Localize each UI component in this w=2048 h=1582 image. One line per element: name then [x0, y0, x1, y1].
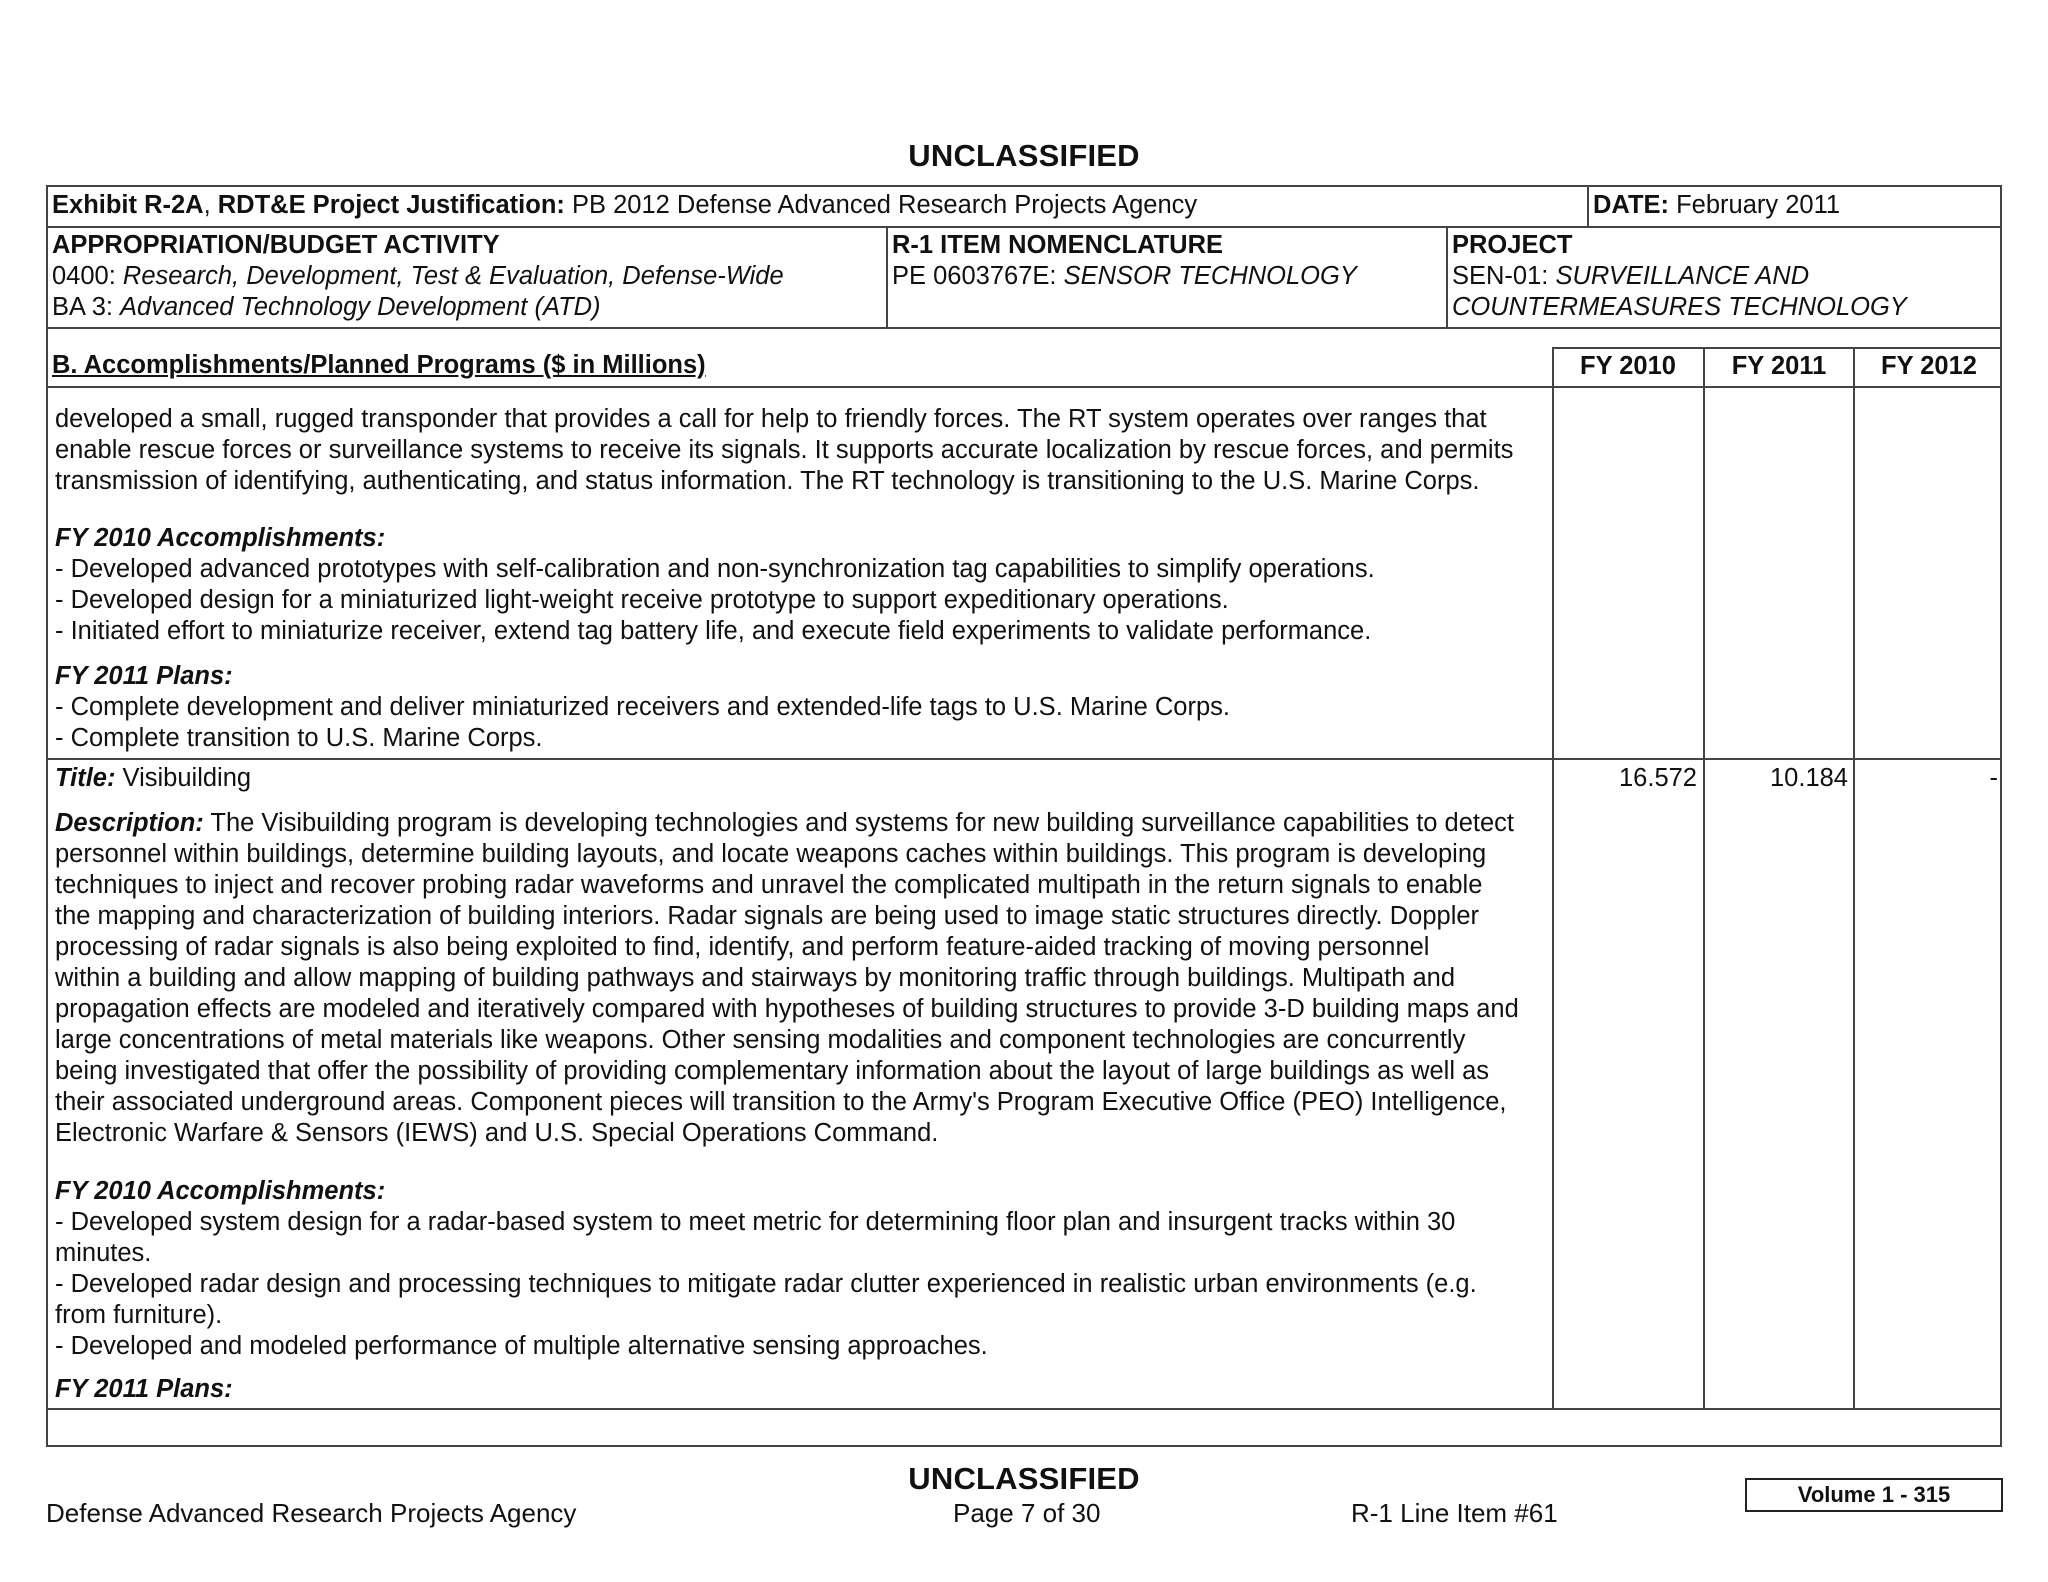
block1-plans: FY 2011 Plans: - Complete development and deliver miniaturized receivers and extended-life tags to U.S. Marine Corps. - Complete transition to U.S. Marine Corps.: [55, 662, 1230, 752]
classification-bottom: UNCLASSIFIED: [908, 1461, 1140, 1496]
rule: [886, 226, 888, 328]
block2-plans: FY 2011 Plans:: [55, 1375, 233, 1403]
block1-description: developed a small, rugged transponder that provides a call for help to friendly forces. The RT system operates over ranges that enable rescue forces or surveillance systems to receive its signals. It supports accurate localization by rescue forces, and permits transmission of identifying, authenticating, and status information. The RT technology is transitioning to the U.S. Marine Corps.: [55, 405, 1514, 495]
appropriation-cell: APPROPRIATION/BUDGET ACTIVITY 0400: Research, Development, Test & Evaluation, Defense-Wide BA 3: Advanced Technology Development (ATD): [52, 231, 784, 321]
rule: [1853, 347, 1855, 1409]
rule: [1446, 226, 1448, 328]
block2-accomplishments: FY 2010 Accomplishments: - Developed system design for a radar-based system to meet metric for determining floor plan and insurgent tracks within 30 minutes. - Developed radar design and processing techniques to mitigate radar clutter experienced in realistic urban environments (e.g. from furniture). - Developed and modeled performance of multiple alternative sensing approaches.: [55, 1177, 1477, 1360]
value-fy2012: -: [1989, 764, 1998, 792]
value-fy2010: 16.572: [1619, 764, 1697, 792]
value-fy2011: 10.184: [1770, 764, 1848, 792]
volume-box: Volume 1 - 315: [1745, 1478, 2003, 1512]
rule: [1587, 185, 1589, 227]
project-cell: PROJECT SEN-01: SURVEILLANCE AND COUNTERMEASURES TECHNOLOGY: [1452, 231, 1907, 321]
rule: [1552, 347, 2002, 349]
column-header-fy2010: FY 2010: [1580, 352, 1676, 380]
rule: [46, 386, 2002, 388]
exhibit-heading: Exhibit R-2A, RDT&E Project Justification: PB 2012 Defense Advanced Research Projects Agency: [52, 191, 1198, 219]
r1-item-cell: R-1 ITEM NOMENCLATURE PE 0603767E: SENSOR TECHNOLOGY: [892, 231, 1357, 290]
rule: [46, 758, 2002, 760]
column-header-fy2011: FY 2011: [1731, 352, 1827, 380]
date-field: DATE: February 2011: [1593, 191, 1841, 219]
footer-page-number: Page 7 of 30: [953, 1498, 1101, 1528]
block1-accomplishments: FY 2010 Accomplishments: - Developed advanced prototypes with self-calibration and non-synchronization tag capabilities to simplify operations. - Developed design for a miniaturized light-weight receive prototype to support expeditionary operations. - Initiated effort to miniaturize receiver, extend tag battery life, and execute field experiments to validate performance.: [55, 524, 1375, 645]
rule: [46, 327, 2002, 329]
rule: [1703, 347, 1705, 1409]
block2-title: Title: Visibuilding: [55, 764, 252, 792]
footer-agency: Defense Advanced Research Projects Agency: [46, 1498, 577, 1528]
footer-line-item: R-1 Line Item #61: [1351, 1498, 1558, 1528]
rule: [46, 1408, 2002, 1410]
section-title: B. Accomplishments/Planned Programs ($ in Millions): [52, 351, 706, 379]
classification-top: UNCLASSIFIED: [908, 138, 1140, 173]
column-header-fy2012: FY 2012: [1881, 352, 1977, 380]
block2-description: Description: The Visibuilding program is developing technologies and systems for new building surveillance capabilities to detect personnel within buildings, determine building layouts, and locate weapons caches within buildings. This program is developing techniques to inject and recover probing radar waveforms and unravel the complicated multipath in the return signals to enable the mapping and characterization of building interiors. Radar signals are being used to image static structures directly. Doppler processing of radar signals is also being exploited to find, identify, and perform feature-aided tracking of moving personnel within a building and allow mapping of building pathways and stairways by monitoring traffic through buildings. Multipath and propagation effects are modeled and iteratively compared with hypotheses of building structures to provide 3-D building maps and large concentrations of metal materials like weapons. Other sensing modalities and component technologies are concurrently being investigated that offer the possibility of providing complementary information about the layout of large buildings as well as their associated underground areas. Component pieces will transition to the Army's Program Executive Office (PEO) Intelligence, Electronic Warfare & Sensors (IEWS) and U.S. Special Operations Command.: [55, 809, 1519, 1147]
rule: [46, 226, 2002, 228]
